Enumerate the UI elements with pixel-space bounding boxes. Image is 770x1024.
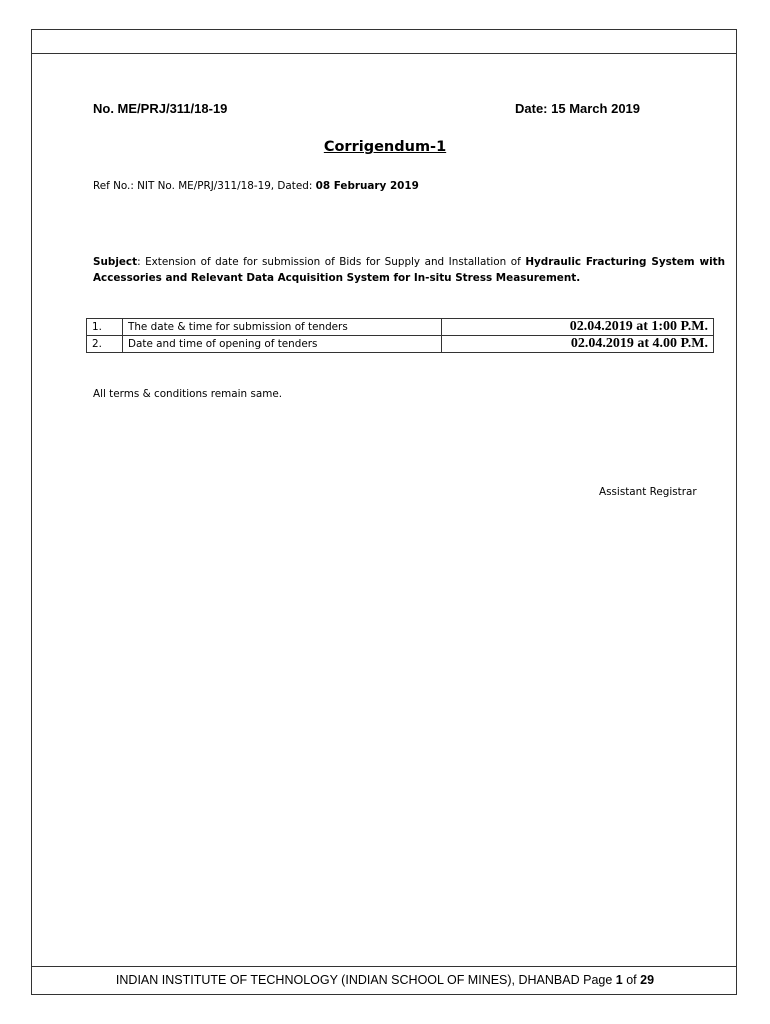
subject-text: : Extension of date for submission of Bids for Supply and Installation of [137, 256, 526, 268]
page-footer [0, 973, 770, 987]
header-rule [31, 53, 737, 54]
document-date: Date: 15 March 2019 [515, 101, 641, 116]
subject-label: Subject [93, 256, 138, 268]
footer-page-current: 1 [615, 973, 623, 987]
reference-dated: 08 February 2019 [315, 180, 419, 192]
row-description: Date and time of opening of tenders [123, 336, 442, 353]
page-title: Corrigendum-1 [323, 139, 447, 155]
table-row [87, 336, 714, 353]
document-number: No. ME/PRJ/311/18-19 [93, 101, 228, 116]
footer-page-word: Page [583, 973, 613, 987]
row-description: The date & time for submission of tenders [123, 319, 442, 336]
terms-note: All terms & conditions remain same. [93, 388, 283, 400]
row-number: 1. [87, 319, 123, 336]
footer-of-word: of [626, 973, 637, 987]
footer-rule [31, 966, 737, 967]
reference-line [93, 180, 419, 192]
subject-paragraph [93, 254, 725, 286]
signatory: Assistant Registrar [599, 486, 697, 498]
footer-page-total: 29 [640, 973, 655, 987]
row-value: 02.04.2019 at 4.00 P.M. [442, 336, 714, 353]
reference-prefix: Ref No.: NIT No. ME/PRJ/311/18-19, Dated: [93, 180, 316, 192]
row-number: 2. [87, 336, 123, 353]
table-row [87, 319, 714, 336]
page-border [31, 29, 737, 995]
row-value: 02.04.2019 at 1:00 P.M. [442, 319, 714, 336]
schedule-table [86, 318, 714, 353]
subject-title: Hydraulic Fracturing System with Accessories and Relevant Data Acquisition System for In-situ Stress Measurement. [93, 256, 725, 284]
footer-institution: INDIAN INSTITUTE OF TECHNOLOGY (INDIAN SCHOOL OF MINES), DHANBAD [115, 973, 580, 987]
